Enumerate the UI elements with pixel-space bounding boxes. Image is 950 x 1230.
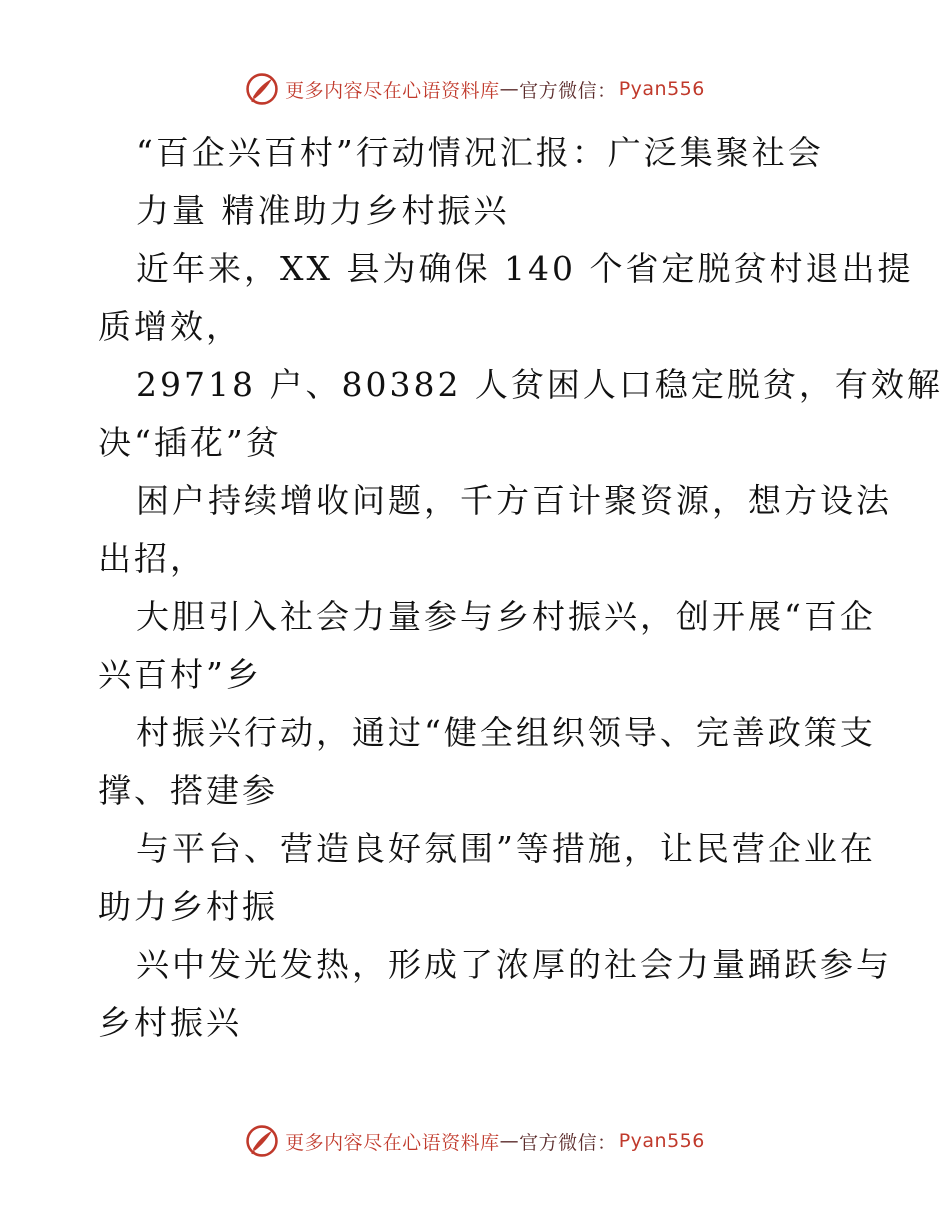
paragraph-line: 近年来，XX 县为确保 140 个省定脱贫村退出提 xyxy=(136,249,914,288)
paragraph-line: 撑、搭建参 xyxy=(98,771,278,810)
paragraph-line: 质增效， xyxy=(98,307,242,346)
watermark-main-text: 更多内容尽在心语资料库 xyxy=(285,79,500,102)
footer-watermark xyxy=(0,1124,950,1158)
watermark-wechat-id: Pyan556 xyxy=(618,78,705,100)
paragraph-line: 兴中发光发热，形成了浓厚的社会力量踊跃参与 xyxy=(136,945,892,984)
header-watermark xyxy=(0,72,950,106)
watermark-wechat-id: Pyan556 xyxy=(618,1130,705,1152)
document-body xyxy=(98,124,943,1052)
paragraph-line: 29718 户、80382 人贫困人口稳定脱贫，有效解 xyxy=(136,365,943,404)
watermark-official-text: 官方微信： xyxy=(519,1131,617,1154)
watermark-separator: — xyxy=(499,1130,520,1152)
paragraph-line: 助力乡村振 xyxy=(98,887,278,926)
watermark-official-text: 官方微信： xyxy=(519,79,617,102)
paragraph-line: 大胆引入社会力量参与乡村振兴，创开展“百企 xyxy=(136,597,876,636)
paragraph-line: 乡村振兴 xyxy=(98,1003,242,1042)
watermark-separator: — xyxy=(499,78,520,100)
quill-logo-icon xyxy=(245,72,279,106)
title-line-1: “百企兴百村”行动情况汇报：广泛集聚社会 xyxy=(136,133,824,172)
paragraph-line: 出招， xyxy=(98,539,206,578)
watermark-main-text: 更多内容尽在心语资料库 xyxy=(285,1131,500,1154)
paragraph-line: 决“插花”贫 xyxy=(98,423,282,462)
paragraph-line: 与平台、营造良好氛围”等措施，让民营企业在 xyxy=(136,829,876,868)
quill-logo-icon xyxy=(245,1124,279,1158)
paragraph-line: 村振兴行动，通过“健全组织领导、完善政策支 xyxy=(136,713,876,752)
title-line-2: 力量 精准助力乡村振兴 xyxy=(136,191,510,230)
paragraph-line: 困户持续增收问题，千方百计聚资源，想方设法 xyxy=(136,481,892,520)
paragraph-line: 兴百村”乡 xyxy=(98,655,262,694)
